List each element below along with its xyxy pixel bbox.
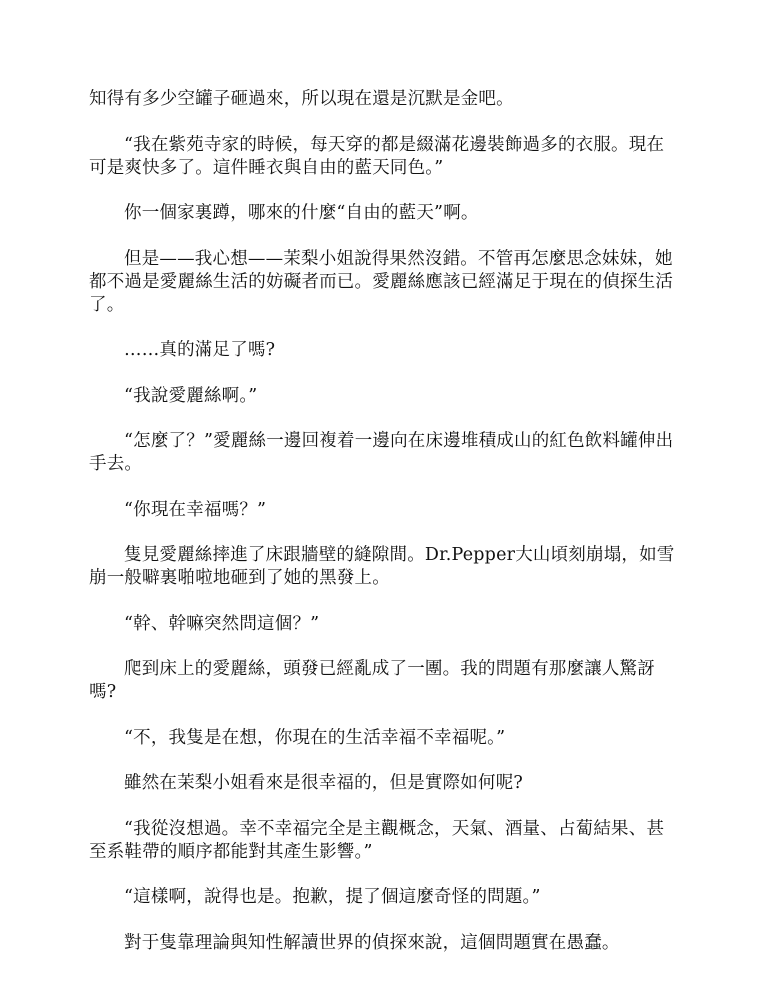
paragraph-2: “我在紫苑寺家的時候，每天穿的都是綴滿花邊裝飾過多的衣服。現在可是爽快多了。這件睡衣與自由的藍天同色。” [89, 134, 665, 178]
paragraph-11: 爬到床上的愛麗絲，頭發已經亂成了一團。我的問題有那麼讓人驚訝嗎? [89, 659, 655, 702]
paragraph-8: “你現在幸福嗎？” [124, 499, 267, 520]
paragraph-5: ……真的滿足了嗎? [124, 340, 276, 360]
document-page [89, 88, 677, 977]
paragraph-15: “這樣啊，說得也是。抱歉，提了個這麼奇怪的問題。” [124, 887, 541, 907]
paragraph-3: 你一個家裏蹲，哪來的什麼“自由的藍天”啊。 [124, 203, 479, 223]
paragraph-10: “幹、幹嘛突然問這個？” [124, 613, 320, 634]
paragraph-4: 但是——我心想——茉梨小姐說得果然沒錯。不管再怎麼思念妹妹，她都不過是愛麗絲生活的妨礙者而已。愛麗絲應該已經滿足于現在的偵探生活了。 [89, 248, 674, 315]
paragraph-9: 隻見愛麗絲摔進了床跟牆壁的縫隙間。Dr.Pepper大山頃刻崩塌，如雪崩一般噼裏啪啦地砸到了她的黑發上。 [89, 545, 675, 588]
paragraph-14: “我從沒想過。幸不幸福完全是主觀概念，天氣、酒量、占蔔結果、甚至系鞋帶的順序都能對其產生影響。” [89, 818, 665, 862]
paragraph-13: 雖然在茉梨小姐看來是很幸福的，但是實際如何呢? [124, 773, 523, 793]
paragraph-1: 知得有多少空罐子砸過來，所以現在還是沉默是金吧。 [89, 89, 514, 109]
paragraph-16: 對于隻靠理論與知性解讀世界的偵探來說，這個問題實在愚蠢。 [124, 932, 620, 953]
paragraph-7: “怎麼了？”愛麗絲一邊回複着一邊向在床邊堆積成山的紅色飲料罐伸出手去。 [89, 431, 674, 474]
paragraph-6: “我說愛麗絲啊。” [124, 385, 258, 406]
paragraph-12: “不，我隻是在想，你現在的生活幸福不幸福呢。” [124, 727, 506, 748]
